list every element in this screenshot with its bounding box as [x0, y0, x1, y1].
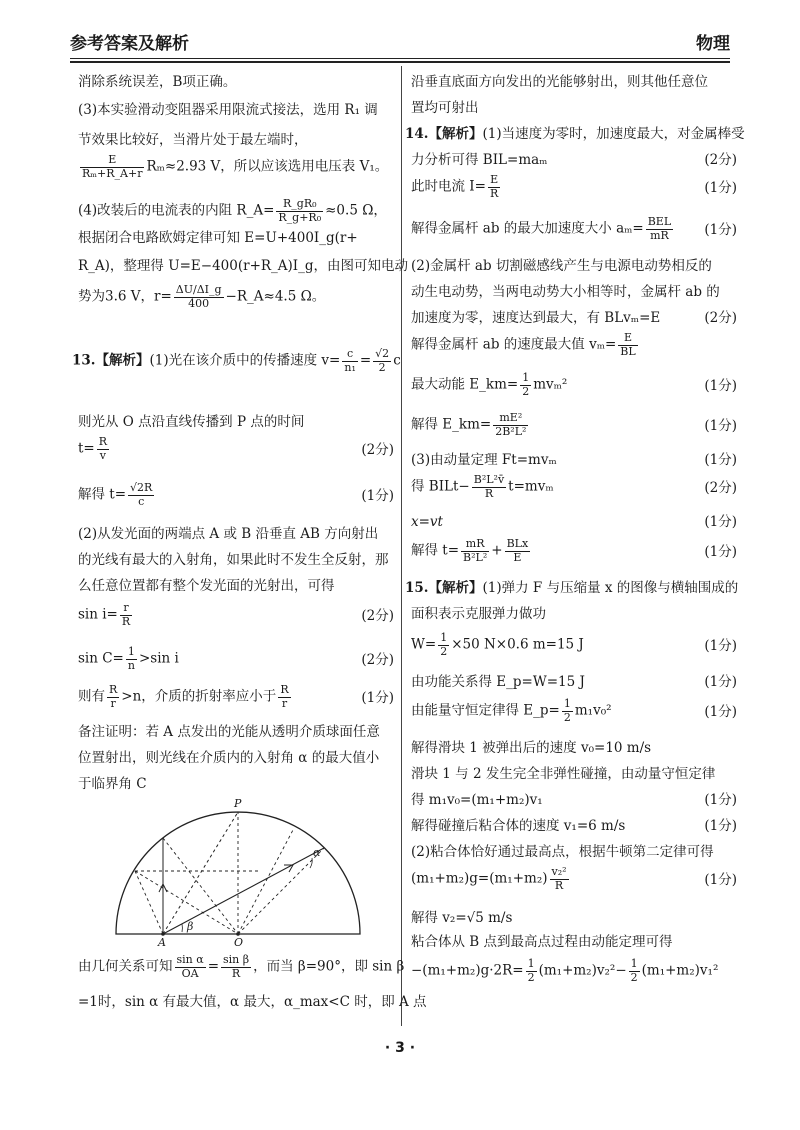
page-number: · 3 · — [384, 1040, 416, 1056]
text-span: (3)由动量定理 Ft=mvₘ — [411, 452, 557, 468]
text-line: 置均可射出 — [411, 100, 479, 116]
question-label: 13.【解析】 — [72, 352, 150, 369]
score: (1分) — [361, 488, 394, 504]
fraction: $\frac{\text{mE²}}{\text{2B²L²}}$ — [495, 411, 527, 438]
fraction: $\frac{√2R}{c}$ — [130, 481, 153, 508]
score: (1分) — [704, 674, 737, 690]
text-line — [405, 126, 745, 142]
score: (1分) — [704, 180, 737, 196]
text-line: 解得 v₂=√5 m/s — [411, 910, 513, 926]
text-span: (1)弹力 F 与压缩量 x 的图像与横轴围成的 — [482, 580, 739, 596]
text-span: = — [359, 352, 372, 369]
text-line: 沿垂直底面方向发出的光能够射出，则其他任意位 — [411, 74, 708, 90]
text-span: >sin i — [138, 650, 179, 667]
formula-line — [78, 154, 394, 180]
text-span: (4)改装后的电流表的内阻 R_A= — [78, 202, 275, 219]
formula-line — [411, 958, 737, 984]
text-line: 根据闭合电路欧姆定律可知 E=U+400I_g(r+ — [78, 230, 358, 246]
text-span: = — [207, 958, 219, 975]
text-line: R_A)，整理得 U=E−400(r+R_A)I_g，由图可知电动 — [78, 258, 409, 274]
text-line: (3)本实验滑动变阻器采用限流式接法，选用 R₁ 调 — [78, 102, 378, 118]
text-line: 位置射出，则光线在介质内的入射角 α 的最大值小 — [78, 750, 380, 766]
text-span: W= — [411, 636, 437, 653]
text-span: (m₁+m₂)g=(m₁+m₂) — [411, 870, 548, 887]
fraction: $\frac{mR}{\text{B²L²}}$ — [463, 537, 488, 564]
text-span: 加速度为零，速度达到最大，有 BLvₘ=E — [411, 310, 661, 326]
text-line: 面积表示克服弹力做功 — [411, 606, 546, 622]
question-label: 14.【解析】 — [405, 126, 483, 142]
text-span: 解得 E_km= — [411, 416, 492, 433]
text-span: mvₘ² — [533, 376, 568, 393]
formula-line — [411, 632, 737, 658]
score: (2分) — [361, 608, 394, 624]
formula-line — [78, 436, 394, 462]
score: (1分) — [704, 818, 737, 834]
text-line: 动生电动势，当两电动势大小相等时，金属杆 ab 的 — [411, 284, 720, 300]
question-label: 15.【解析】 — [405, 580, 483, 596]
text-span: 势为3.6 V，r= — [78, 288, 172, 305]
semicircle-diagram — [98, 796, 398, 949]
fraction: $\frac{1}{2}$ — [522, 371, 530, 398]
text-line — [411, 794, 737, 808]
text-line: 则光从 O 点沿直线传播到 P 点的时间 — [78, 414, 305, 430]
formula-line — [78, 953, 405, 980]
text-line: 解得滑块 1 被弹出后的速度 v₀=10 m/s — [411, 740, 652, 756]
text-line — [411, 454, 737, 468]
fraction: $\frac{\text{BEL}}{mR}$ — [647, 215, 672, 242]
formula-line — [78, 198, 394, 224]
text-span: 得 BILt− — [411, 478, 470, 495]
fraction: $\frac{R}{r}$ — [109, 683, 118, 710]
text-span: t=mvₘ — [508, 478, 554, 495]
fraction: $\frac{\text{R\_gR₀}}{\text{R\_g+R₀}}$ — [278, 197, 322, 224]
fraction: $\frac{1}{2}$ — [563, 697, 571, 724]
label-p: P — [234, 797, 242, 810]
text-line — [411, 154, 737, 168]
text-line: (2)金属杆 ab 切割磁感线产生与电源电动势相反的 — [411, 258, 712, 274]
text-span: x=vt — [411, 514, 443, 530]
text-span: 则有 — [78, 688, 105, 705]
formula-line — [72, 347, 401, 374]
score: (1分) — [704, 452, 737, 468]
header-rule-thick — [70, 61, 730, 63]
score: (1分) — [704, 514, 737, 530]
fraction: $\frac{R}{r}$ — [280, 683, 289, 710]
score: (1分) — [704, 222, 737, 238]
score: (1分) — [704, 792, 737, 808]
dashed-line — [135, 871, 163, 934]
text-line: 么任意位置都有整个发光面的光射出，可得 — [78, 578, 335, 594]
score: (1分) — [704, 378, 737, 394]
fraction: $\frac{√2}{2}$ — [375, 347, 390, 374]
header-subject: 物理 — [696, 34, 730, 54]
fraction: $\frac{1}{2}$ — [630, 957, 638, 984]
text-line — [411, 312, 737, 326]
text-span: (m₁+m₂)v₁² — [641, 962, 719, 979]
dashed-line — [238, 830, 293, 934]
text-span: t= — [78, 440, 95, 457]
score: (1分) — [704, 704, 737, 720]
column-divider — [401, 66, 402, 1026]
label-beta: β — [187, 920, 194, 933]
fraction: $\frac{E}{R}$ — [489, 173, 499, 200]
text-span: 力分析可得 BIL=maₘ — [411, 152, 548, 168]
fraction: $\frac{\text{sin β}}{R}$ — [223, 953, 250, 980]
text-line — [411, 676, 737, 690]
text-span: 解得金属杆 ab 的最大加速度大小 aₘ= — [411, 220, 644, 237]
score: (2分) — [361, 652, 394, 668]
text-line: 消除系统误差，B项正确。 — [78, 74, 237, 90]
text-span: ，而当 β=90°，即 sin β — [253, 958, 405, 975]
text-span: 解得 t= — [78, 486, 127, 503]
fraction: $\frac{1}{2}$ — [440, 631, 448, 658]
score: (1分) — [361, 690, 394, 706]
fraction: $\frac{\text{BLx}}{E}$ — [506, 537, 529, 564]
text-line: 节效果比较好，当滑片处于最左端时， — [78, 132, 308, 148]
text-span: (m₁+m₂)v₂²− — [538, 962, 627, 979]
angle-arc-alpha — [310, 858, 312, 868]
text-span: >n，介质的折射率应小于 — [121, 688, 277, 705]
fraction: $\frac{\text{B²L²v̄}}{R}$ — [473, 473, 505, 500]
text-span: 解得碰撞后粘合体的速度 v₁=6 m/s — [411, 818, 626, 834]
text-span: Rₘ≈2.93 V，所以应该选用电压表 V₁。 — [146, 158, 389, 175]
formula-line — [78, 602, 394, 628]
text-line: 备注证明：若 A 点发出的光能从透明介质球面任意 — [78, 724, 380, 740]
text-span: (1)当速度为零时，加速度最大，对金属棒受 — [482, 126, 745, 142]
text-span: ×50 N×0.6 m=15 J — [451, 636, 584, 653]
score: (2分) — [704, 310, 737, 326]
label-alpha: α — [313, 846, 321, 859]
text-span: 解得金属杆 ab 的速度最大值 vₘ= — [411, 336, 617, 353]
text-line — [405, 582, 737, 596]
fraction: $\frac{c}{\text{n₁}}$ — [344, 347, 356, 374]
score: (1分) — [704, 418, 737, 434]
text-line — [411, 820, 737, 834]
score: (1分) — [704, 872, 737, 888]
text-span: 得 m₁v₀=(m₁+m₂)v₁ — [411, 792, 543, 808]
score: (2分) — [704, 152, 737, 168]
text-span: 最大动能 E_km= — [411, 376, 519, 393]
score: (1分) — [704, 638, 737, 654]
formula-line — [411, 174, 737, 200]
fraction: $\frac{\text{sin α}}{OA}$ — [176, 953, 204, 980]
header-title: 参考答案及解析 — [70, 34, 189, 54]
text-line: 粘合体从 B 点到最高点过程由动能定理可得 — [411, 934, 673, 950]
formula-line — [78, 646, 394, 672]
dashed-normal — [238, 848, 324, 934]
formula-line — [78, 482, 394, 508]
formula-line — [411, 538, 737, 564]
formula-line — [411, 216, 737, 242]
text-span: sin i= — [78, 606, 118, 623]
text-line: =1时，sin α 有最大值，α 最大，α_max<C 时，即 A 点 — [78, 994, 427, 1010]
fraction: $\frac{r}{R}$ — [121, 601, 131, 628]
formula-line — [411, 412, 737, 438]
text-line: (2)粘合体恰好通过最高点，根据牛顿第二定律可得 — [411, 844, 714, 860]
text-span: 由功能关系得 E_p=W=15 J — [411, 674, 585, 690]
formula-line — [411, 474, 737, 500]
formula-line — [411, 332, 737, 358]
fraction: $\frac{\text{v₂²}}{R}$ — [551, 865, 567, 892]
text-span: 此时电流 I= — [411, 178, 486, 195]
fraction: $\frac{E}{BL}$ — [620, 331, 636, 358]
text-span: m₁v₀² — [574, 702, 612, 719]
formula-line — [411, 866, 737, 892]
text-span: −(m₁+m₂)g·2R= — [411, 962, 524, 979]
fraction: $\frac{1}{n}$ — [127, 645, 135, 672]
text-line: 的光线有最大的入射角，如果此时不发生全反射，那 — [78, 552, 389, 568]
text-span: 解得 t= — [411, 542, 460, 559]
fraction: $\frac{R}{v}$ — [98, 435, 108, 462]
text-line: (2)从发光面的两端点 A 或 B 沿垂直 AB 方向射出 — [78, 526, 379, 542]
formula-line — [411, 698, 737, 724]
text-span: 由能量守恒定律得 E_p= — [411, 702, 560, 719]
text-span: c — [393, 352, 401, 369]
text-span: sin C= — [78, 650, 124, 667]
fraction: $\frac{\Delta U/\Delta I\_g}{400}$ — [175, 283, 222, 310]
label-o: O — [234, 936, 244, 949]
page-header — [70, 30, 730, 54]
text-span: 由几何关系可知 — [78, 958, 173, 975]
header-rule — [70, 58, 730, 59]
text-line: 滑块 1 与 2 发生完全非弹性碰撞，由动量守恒定律 — [411, 766, 716, 782]
formula-line — [78, 684, 394, 710]
text-line: 于临界角 C — [78, 776, 147, 792]
score: (1分) — [704, 544, 737, 560]
fraction: $\frac{E}{\text{Rₘ+R\_A+r}}$ — [82, 153, 143, 180]
formula-line — [78, 284, 394, 310]
formula-line — [411, 372, 737, 398]
text-line — [411, 516, 737, 530]
label-a: A — [158, 936, 166, 949]
dashed-line — [163, 838, 238, 934]
fraction: $\frac{1}{2}$ — [527, 957, 535, 984]
text-span: + — [491, 542, 503, 559]
score: (2分) — [361, 442, 394, 458]
text-span: −R_A≈4.5 Ω。 — [225, 288, 326, 305]
score: (2分) — [704, 480, 737, 496]
text-span: (1)光在该介质中的传播速度 v= — [149, 352, 341, 369]
text-span: ≈0.5 Ω， — [325, 202, 387, 219]
